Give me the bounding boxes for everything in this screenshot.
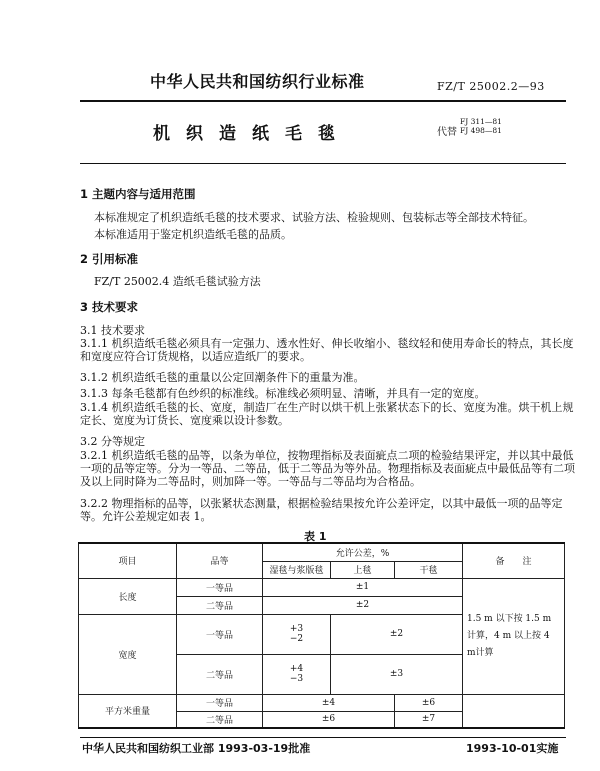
header-rule [80,100,566,102]
clause-3-1-1: 3.1.1 机织造纸毛毯必须具有一定强力、透水性好、伸长收缩小、毯纹轻和使用寿命长的特点，其长度和宽度应符合订货规格，以适应造纸厂的要求。 [80,337,574,363]
length-grade-1: 一等品 [177,578,263,596]
width-grade-1-rest: ±2 [331,614,463,654]
section-2-heading: 2 引用标准 [80,252,139,266]
header-grade: 品等 [177,543,263,578]
row-weight-label: 平方米重量 [79,694,177,728]
width-grade-2-rest: ±3 [331,654,463,694]
standard-code: FZ/T 25002.2—93 [437,80,545,93]
width-grade-1-felt [263,614,331,654]
section-1-heading: 1 主题内容与适用范围 [80,187,196,201]
clause-3-1-3: 3.1.3 每条毛毯都有色纱织的标准线。标准线必须明显、清晰，并具有一定的宽度。 [80,387,486,400]
weight-grade-1: 一等品 [177,694,263,711]
length-grade-1-tol: ±1 [263,578,463,596]
width-grade-1: 一等品 [177,614,263,654]
width-g1-plus: +3 [289,624,304,634]
clause-3-2-1: 3.2.1 机织造纸毛毯的品等，以条为单位，按物理指标及表面疵点二项的检验结果评定，并以其中最低一项的品等定等。分为一等品、二等品，低于二等品为等外品。物理指标及表面疵点中最低品等有二项及以上同时降为二等品时，则加降一等。一等品与二等品均为合格品。 [80,449,575,488]
header-wet-felt: 湿毯与浆版毯 [263,561,331,578]
clause-3-1: 3.1 技术要求 [80,324,145,337]
document-title: 机织造纸毛毯 [153,124,351,144]
width-g2-plus: +4 [289,664,304,674]
weight-grade-2-b: ±7 [395,711,463,728]
replaces-code-2: FJ 498—81 [460,126,502,135]
clause-3-2: 3.2 分等规定 [80,435,145,448]
weight-grade-2-a: ±6 [263,711,395,728]
replaces-code-1: FJ 311—81 [460,117,502,126]
approval-line: 中华人民共和国纺织工业部 1993-03-19批准 [82,742,311,755]
footer-rule [80,737,566,738]
header-top-felt: 上毯 [331,561,395,578]
clause-3-1-2: 3.1.2 机织造纸毛毯的重量以公定回潮条件下的重量为准。 [80,371,365,384]
width-grade-2: 二等品 [177,654,263,694]
weight-note-blank [463,694,565,728]
table-1-caption: 表 1 [304,530,327,543]
tolerance-table [78,542,565,729]
header-dry-felt: 干毯 [395,561,463,578]
header-tolerance: 允许公差，% [263,543,463,561]
title-rule [80,163,566,164]
length-grade-2: 二等品 [177,596,263,614]
section-3-heading: 3 技术要求 [80,300,139,314]
replaces-label: 代替 [437,127,457,138]
table-note: 1.5 m 以下按 1.5 m 计算，4 m 以上按 4 m计算 [463,578,565,694]
header-note: 备 注 [463,543,565,578]
section-1-p1: 本标准规定了机织造纸毛毯的技术要求、试验方法、检验规则、包装标志等全部技术特征。 [94,211,534,224]
weight-grade-2: 二等品 [177,711,263,728]
clause-3-1-4: 3.1.4 机织造纸毛毯的长、宽度，制造厂在生产时以烘干机上张紧状态下的长、宽度为准。烘干机上规定长、宽度为订货长、宽度乘以设计参数。 [80,401,574,427]
weight-grade-1-b: ±6 [395,694,463,711]
weight-grade-1-a: ±4 [263,694,395,711]
section-2-reference: FZ/T 25002.4 造纸毛毯试验方法 [94,275,261,288]
effective-date: 1993-10-01实施 [466,742,559,755]
section-1-p2: 本标准适用于鉴定机织造纸毛毯的品质。 [94,228,292,241]
width-g2-minus: −3 [289,674,304,684]
width-grade-2-felt [263,654,331,694]
header-item: 项目 [79,543,177,578]
width-g1-minus: −2 [289,634,304,644]
clause-3-2-2: 3.2.2 物理指标的品等，以张紧状态测量，根据检验结果按允许公差评定，以其中最低一项的品等定等。允许公差规定如表 1。 [80,497,563,523]
row-width-label: 宽度 [79,614,177,694]
row-length-label: 长度 [79,578,177,614]
issuing-body: 中华人民共和国纺织行业标准 [150,72,365,91]
replaces-codes [460,117,502,135]
length-grade-2-tol: ±2 [263,596,463,614]
